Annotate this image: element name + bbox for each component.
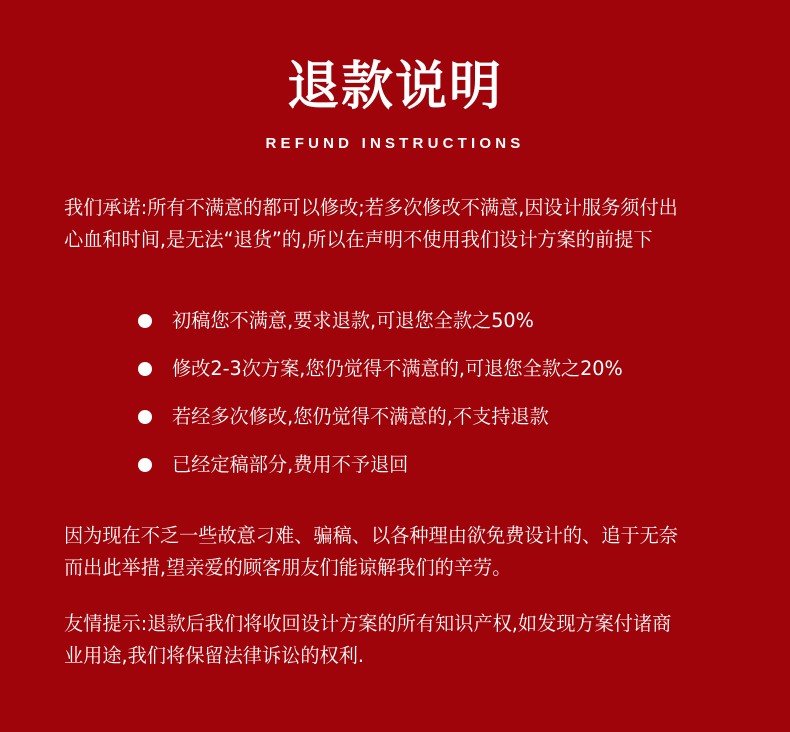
explanation-line: 因为现在不乏一些故意刁难、骗稿、以各种理由欲免费设计的、追于无奈: [64, 524, 678, 547]
tip-paragraph: [64, 608, 734, 672]
page-subtitle: REFUND INSTRUCTIONS: [265, 135, 525, 152]
explanation-line: 而出此举措,望亲爱的顾客朋友们能谅解我们的辛劳。: [64, 556, 512, 579]
bullet-icon: [138, 314, 152, 328]
bullet-icon: [138, 458, 152, 472]
intro-line: 我们承诺:所有不满意的都可以修改;若多次修改不满意,因设计服务须付出: [64, 196, 678, 219]
tip-line: 业用途,我们将保留法律诉讼的权利.: [64, 644, 365, 667]
explanation-paragraph: [64, 520, 734, 584]
bullet-icon: [138, 362, 152, 376]
page-title: 退款说明: [286, 57, 503, 117]
list-item: [138, 401, 698, 433]
rule-text: 若经多次修改,您仍觉得不满意的,不支持退款: [172, 405, 549, 428]
rule-text: 修改2-3次方案,您仍觉得不满意的,可退您全款之20%: [172, 357, 623, 380]
refund-rules-list: [138, 305, 698, 497]
rule-text: 初稿您不满意,要求退款,可退您全款之50%: [172, 309, 534, 332]
tip-line: 友情提示:退款后我们将收回设计方案的所有知识产权,如发现方案付诸商: [64, 612, 672, 635]
rule-text: 已经定稿部分,费用不予退回: [172, 453, 409, 476]
intro-line: 心血和时间,是无法“退货”的,所以在声明不使用我们设计方案的前提下: [64, 228, 653, 251]
list-item: [138, 305, 698, 337]
list-item: [138, 449, 698, 481]
bullet-icon: [138, 410, 152, 424]
list-item: [138, 353, 698, 385]
intro-paragraph: [64, 192, 734, 256]
